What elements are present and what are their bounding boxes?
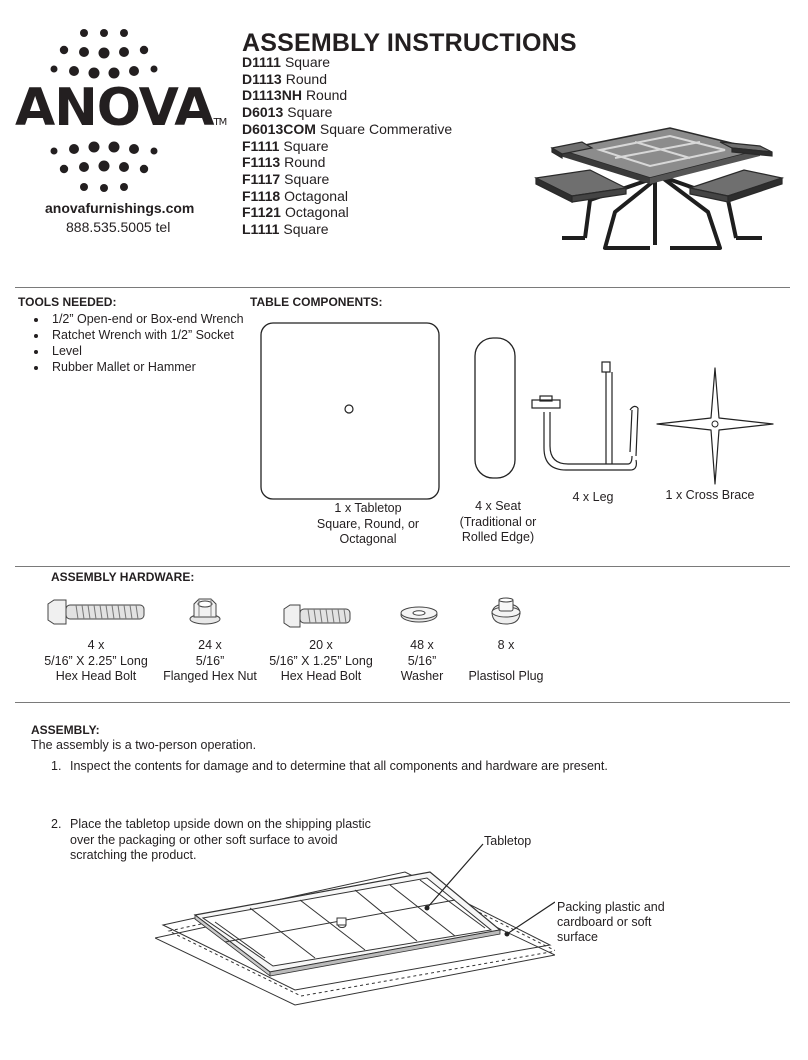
model-shape: Square [287, 104, 333, 121]
model-code: D1113 [242, 70, 282, 87]
hardware-heading: ASSEMBLY HARDWARE: [51, 570, 195, 584]
step-number: 1. [51, 759, 62, 773]
model-item [242, 154, 452, 171]
step-text: Place the tabletop upside down on the shipping plastic over the packaging or other soft surface to avoid scratching the product. [70, 817, 371, 862]
leg-caption: 4 x Leg [572, 490, 614, 504]
page-title: ASSEMBLY INSTRUCTIONS [242, 29, 577, 57]
trademark-mark: TM [213, 117, 227, 128]
model-list [242, 54, 452, 238]
model-code: F1121 [242, 204, 281, 221]
seat-drawing [472, 336, 520, 480]
model-shape: Octagonal [284, 187, 348, 204]
cross-brace-drawing [655, 366, 775, 486]
tool-item: • Ratchet Wrench with 1/2” Socket [48, 327, 288, 343]
assembly-heading: ASSEMBLY: [31, 723, 100, 737]
model-code: F1117 [242, 170, 281, 187]
model-code: D6013COM [242, 120, 316, 137]
tabletop-drawing [258, 320, 444, 502]
section-divider [15, 287, 790, 288]
picnic-table-illustration [530, 120, 790, 265]
model-code: F1113 [242, 154, 281, 171]
model-code: F1118 [242, 187, 281, 204]
hardware-caption-flanged-nut: 24 x 5/16” Flanged Hex Nut [163, 638, 257, 683]
model-shape: Square Commerative [319, 120, 453, 137]
section-divider [15, 566, 790, 567]
tool-item: • Level [48, 343, 288, 359]
website-link[interactable]: anovafurnishings.com [45, 200, 195, 216]
model-item [242, 104, 452, 121]
model-shape: Octagonal [284, 204, 349, 221]
model-code: L1111 [242, 221, 280, 238]
brand-name: ANOVA [15, 78, 214, 138]
model-item [242, 87, 452, 104]
hardware-caption-short-bolt: 20 x 5/16” X 1.25” Long Hex Head Bolt [269, 638, 373, 683]
tabletop-callout-label: Tabletop [484, 834, 532, 848]
seat-caption: 4 x Seat (Traditional or Rolled Edge) [459, 499, 537, 544]
model-code: D6013 [242, 104, 284, 121]
brand-logo [15, 78, 226, 138]
flanged-nut-icon [188, 596, 222, 626]
model-item [242, 121, 452, 138]
hardware-caption-washer: 48 x 5/16” Washer [400, 638, 444, 683]
model-shape: Square [283, 137, 329, 154]
model-code: D1113NH [242, 87, 302, 104]
model-code: D1111 [242, 54, 281, 70]
tools-heading: TOOLS NEEDED: [18, 295, 117, 309]
model-shape: Round [284, 154, 326, 171]
plastisol-plug-icon [488, 596, 524, 628]
tools-list [18, 311, 288, 375]
model-shape: Square [284, 170, 330, 187]
tool-item: • Rubber Mallet or Hammer [48, 359, 288, 375]
cross-brace-caption: 1 x Cross Brace [665, 488, 755, 502]
tool-item: • 1/2” Open-end or Box-end Wrench [48, 311, 288, 327]
model-shape: Round [305, 87, 348, 104]
assembly-intro: The assembly is a two-person operation. [31, 738, 257, 752]
tabletop-caption: 1 x Tabletop Square, Round, or Octagonal [316, 501, 420, 546]
model-item [242, 204, 452, 221]
model-shape: Square [283, 221, 329, 238]
phone-number: 888.535.5005 tel [66, 219, 171, 235]
step-number: 2. [51, 817, 62, 831]
model-item [242, 221, 452, 238]
hardware-caption-plug: 8 x Plastisol Plug [468, 638, 544, 683]
step2-diagram [155, 830, 555, 1020]
section-divider [15, 702, 790, 703]
leg-drawing [526, 360, 646, 480]
hardware-caption-long-bolt: 4 x 5/16” X 2.25” Long Hex Head Bolt [44, 638, 148, 683]
model-shape: Round [285, 70, 327, 87]
surface-callout-label: Packing plastic and cardboard or soft surface [557, 900, 665, 944]
long-bolt-icon [46, 598, 146, 626]
model-item [242, 188, 452, 205]
model-item [242, 54, 452, 71]
step-text: Inspect the contents for damage and to determine that all components and hardware are present. [70, 759, 608, 773]
model-code: F1111 [242, 137, 280, 154]
model-item [242, 138, 452, 155]
washer-icon [399, 604, 439, 624]
model-item [242, 71, 452, 88]
model-shape: Square [284, 54, 331, 70]
model-item [242, 171, 452, 188]
short-bolt-icon [282, 603, 352, 629]
components-heading: TABLE COMPONENTS: [250, 295, 383, 309]
